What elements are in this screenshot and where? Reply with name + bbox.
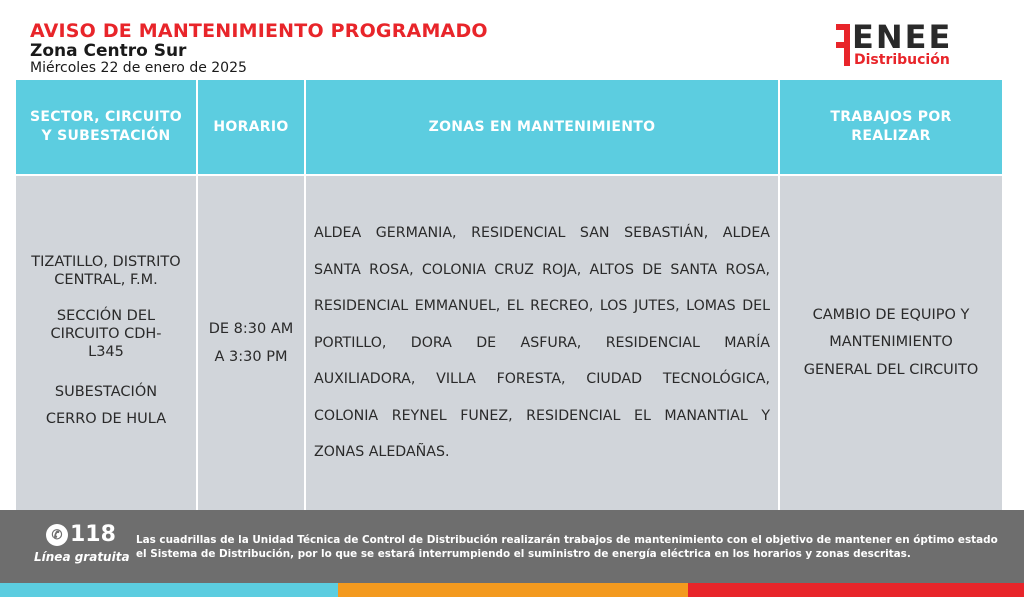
page-title: AVISO DE MANTENIMIENTO PROGRAMADO	[30, 20, 488, 42]
cell-works	[780, 176, 1002, 510]
hotline	[30, 522, 130, 574]
zones-text: ALDEA GERMANIA, RESIDENCIAL SAN SEBASTIÁN, ALDEA SANTA ROSA, COLONIA CRUZ ROJA, ALTOS DE SANTA ROSA, RESIDENCIAL EMMANUEL, EL RECREO, LOS JUTES, LOMAS DEL PORTILLO, DORA DE ASFURA, RESIDENCIAL MARÍA AUXILIADORA, VILLA FORESTA, CIUDAD TECNOLÓGICA, COLONIA REYNEL FUNEZ, RESIDENCIAL EL MANANTIAL Y ZONAS ALEDAÑAS.	[314, 224, 770, 461]
substation-name: SUBESTACIÓN CERRO DE HULA	[45, 384, 167, 427]
footer	[0, 510, 1024, 583]
logo-word: ENEE	[852, 18, 953, 56]
hotline-number: 118	[70, 522, 116, 547]
works-text: CAMBIO DE EQUIPO Y MANTENIMIENTO GENERAL DEL CIRCUITO	[803, 306, 979, 378]
logo-subtitle: Distribución	[854, 52, 950, 68]
phone-icon: ✆	[46, 524, 68, 546]
schedule-end: A 3:30 PM	[214, 349, 288, 365]
zone-title: Zona Centro Sur	[30, 41, 187, 61]
cell-schedule	[198, 176, 304, 510]
stripe-cyan	[0, 583, 338, 597]
color-stripes	[0, 583, 1024, 597]
header-works	[780, 80, 1002, 174]
header	[0, 0, 1024, 80]
footer-notice: Las cuadrillas de la Unidad Técnica de Control de Distribución realizarán trabajos de mantenimiento con el objetivo de mantener en óptimo estado el Sistema de Distribución, por lo que se estará interrumpiendo el suministro de energía eléctrica en los horarios y zonas descritas.	[136, 534, 998, 560]
header-sector	[16, 80, 196, 174]
cell-zones	[306, 176, 778, 510]
header-zones	[306, 80, 778, 174]
maintenance-table	[16, 80, 1002, 510]
cell-sector	[16, 176, 196, 510]
circuit-name: SECCIÓN DEL CIRCUITO CDH-L345	[50, 308, 162, 360]
hotline-label: Línea gratuita	[34, 550, 130, 564]
header-works-label: TRABAJOS POR REALIZAR	[830, 109, 952, 144]
sector-name: TIZATILLO, DISTRITO CENTRAL, F.M.	[31, 254, 181, 288]
header-zones-label: ZONAS EN MANTENIMIENTO	[428, 118, 656, 135]
header-sector-label: SECTOR, CIRCUITO Y SUBESTACIÓN	[30, 109, 182, 144]
stripe-red	[688, 583, 1024, 597]
logo-mark-icon	[832, 24, 852, 66]
stripe-orange	[338, 583, 688, 597]
date-label: Miércoles 22 de enero de 2025	[30, 60, 247, 76]
enee-logo	[832, 20, 982, 72]
table-row	[16, 176, 1002, 510]
header-schedule-label: HORARIO	[213, 118, 289, 135]
table-header-row	[16, 80, 1002, 174]
schedule-start: DE 8:30 AM	[208, 321, 294, 337]
header-schedule	[198, 80, 304, 174]
